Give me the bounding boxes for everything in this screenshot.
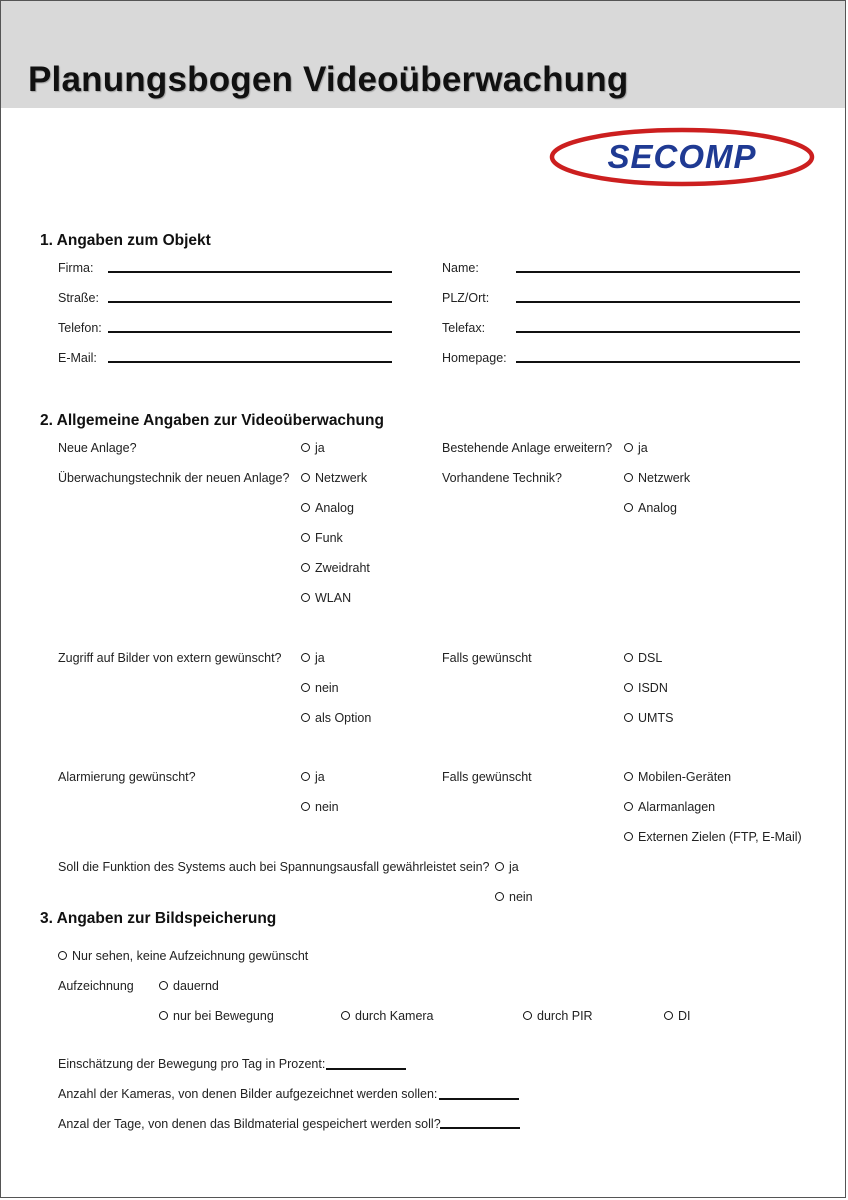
existing-option-analog[interactable]: Analog: [624, 501, 677, 515]
radio-icon: [341, 1011, 350, 1020]
tech-option-netzwerk[interactable]: Netzwerk: [301, 471, 367, 485]
alarmierung-question: Alarmierung gewünscht?: [58, 770, 196, 784]
radio-icon: [495, 892, 504, 901]
telefon-label: Telefon:: [58, 321, 102, 335]
radio-icon: [624, 772, 633, 781]
radio-icon: [301, 533, 310, 542]
radio-icon: [624, 653, 633, 662]
tech-option-funk[interactable]: Funk: [301, 531, 343, 545]
ueberwachungstechnik-question: Überwachungstechnik der neuen Anlage?: [58, 471, 290, 485]
email-label: E-Mail:: [58, 351, 97, 365]
rec-option-bewegung[interactable]: nur bei Bewegung: [159, 1009, 274, 1023]
vorhandene-technik-question: Vorhandene Technik?: [442, 471, 563, 485]
anlage-erweitern-question: Bestehende Anlage erweitern?: [442, 441, 613, 455]
strasse-field[interactable]: [108, 301, 392, 303]
section3-heading: 3. Angaben zur Bildspeicherung: [40, 910, 277, 927]
radio-icon: [624, 443, 633, 452]
radio-icon: [301, 473, 310, 482]
telefon-field[interactable]: [108, 331, 392, 333]
section1-heading: 1. Angaben zum Objekt: [40, 232, 211, 249]
tech-option-analog[interactable]: Analog: [301, 501, 354, 515]
radio-icon: [624, 713, 633, 722]
access-option-als-option[interactable]: als Option: [301, 711, 371, 725]
anzahl-kameras-question: Anzahl der Kameras, von denen Bilder aufgezeichnet werden sollen:: [58, 1087, 438, 1101]
radio-icon: [159, 981, 168, 990]
firma-field[interactable]: [108, 271, 392, 273]
alarm-falls-gewuenscht: Falls gewünscht: [442, 770, 532, 784]
radio-icon: [301, 503, 310, 512]
alarm-option-nein[interactable]: nein: [301, 800, 339, 814]
rec-option-dauernd[interactable]: dauernd: [159, 979, 219, 993]
radio-icon: [495, 862, 504, 871]
access-falls-gewuenscht: Falls gewünscht: [442, 651, 532, 665]
radio-icon: [664, 1011, 673, 1020]
firma-label: Firma:: [58, 261, 94, 275]
radio-icon: [624, 802, 633, 811]
anzahl-kameras-field[interactable]: [439, 1098, 519, 1100]
homepage-field[interactable]: [516, 361, 800, 363]
plz-ort-field[interactable]: [516, 301, 800, 303]
radio-icon: [301, 713, 310, 722]
rec-option-di[interactable]: DI: [664, 1009, 691, 1023]
radio-icon: [301, 772, 310, 781]
zugriff-extern-question: Zugriff auf Bilder von extern gewünscht?: [58, 651, 282, 665]
telefax-field[interactable]: [516, 331, 800, 333]
existing-option-netzwerk[interactable]: Netzwerk: [624, 471, 690, 485]
radio-icon: [301, 653, 310, 662]
anzahl-tage-question: Anzal der Tage, von denen das Bildmaterial gespeichert werden soll?: [58, 1117, 441, 1131]
radio-icon: [301, 563, 310, 572]
radio-icon: [301, 443, 310, 452]
page-title: Planungsbogen Videoüberwachung: [28, 60, 629, 99]
access-option-ja[interactable]: ja: [301, 651, 325, 665]
access-option-nein[interactable]: nein: [301, 681, 339, 695]
rec-option-kamera[interactable]: durch Kamera: [341, 1009, 434, 1023]
radio-icon: [159, 1011, 168, 1020]
aufzeichnung-label: Aufzeichnung: [58, 979, 134, 993]
radio-icon: [301, 593, 310, 602]
power-option-ja[interactable]: ja: [495, 860, 519, 874]
access-if-option-umts[interactable]: UMTS: [624, 711, 673, 725]
alarm-option-ja[interactable]: ja: [301, 770, 325, 784]
radio-icon: [624, 832, 633, 841]
secomp-logo: [548, 126, 816, 188]
alarm-if-option-mobil[interactable]: Mobilen-Geräten: [624, 770, 731, 784]
bewegung-prozent-field[interactable]: [326, 1068, 406, 1070]
anlage-erweitern-ja-option[interactable]: ja: [624, 441, 648, 455]
spannungsausfall-question: Soll die Funktion des Systems auch bei Spannungsausfall gewährleistet sein?: [58, 860, 490, 874]
strasse-label: Straße:: [58, 291, 99, 305]
name-field[interactable]: [516, 271, 800, 273]
radio-icon: [58, 951, 67, 960]
access-if-option-dsl[interactable]: DSL: [624, 651, 662, 665]
alarm-if-option-externe-ziele[interactable]: Externen Zielen (FTP, E-Mail): [624, 830, 802, 844]
access-if-option-isdn[interactable]: ISDN: [624, 681, 668, 695]
tech-option-wlan[interactable]: WLAN: [301, 591, 351, 605]
power-option-nein[interactable]: nein: [495, 890, 533, 904]
nur-sehen-option[interactable]: Nur sehen, keine Aufzeichnung gewünscht: [58, 949, 308, 963]
email-field[interactable]: [108, 361, 392, 363]
alarm-if-option-alarmanlagen[interactable]: Alarmanlagen: [624, 800, 715, 814]
section2-heading: 2. Allgemeine Angaben zur Videoüberwachung: [40, 412, 384, 429]
neue-anlage-ja-option[interactable]: ja: [301, 441, 325, 455]
anzahl-tage-field[interactable]: [440, 1127, 520, 1129]
radio-icon: [624, 683, 633, 692]
rec-option-pir[interactable]: durch PIR: [523, 1009, 593, 1023]
svg-text:SECOMP: SECOMP: [607, 138, 757, 175]
radio-icon: [624, 473, 633, 482]
name-label: Name:: [442, 261, 479, 275]
radio-icon: [523, 1011, 532, 1020]
radio-icon: [301, 802, 310, 811]
radio-icon: [624, 503, 633, 512]
radio-icon: [301, 683, 310, 692]
tech-option-zweidraht[interactable]: Zweidraht: [301, 561, 370, 575]
plz-ort-label: PLZ/Ort:: [442, 291, 490, 305]
neue-anlage-question: Neue Anlage?: [58, 441, 137, 455]
telefax-label: Telefax:: [442, 321, 486, 335]
bewegung-prozent-question: Einschätzung der Bewegung pro Tag in Prozent:: [58, 1057, 326, 1071]
homepage-label: Homepage:: [442, 351, 507, 365]
